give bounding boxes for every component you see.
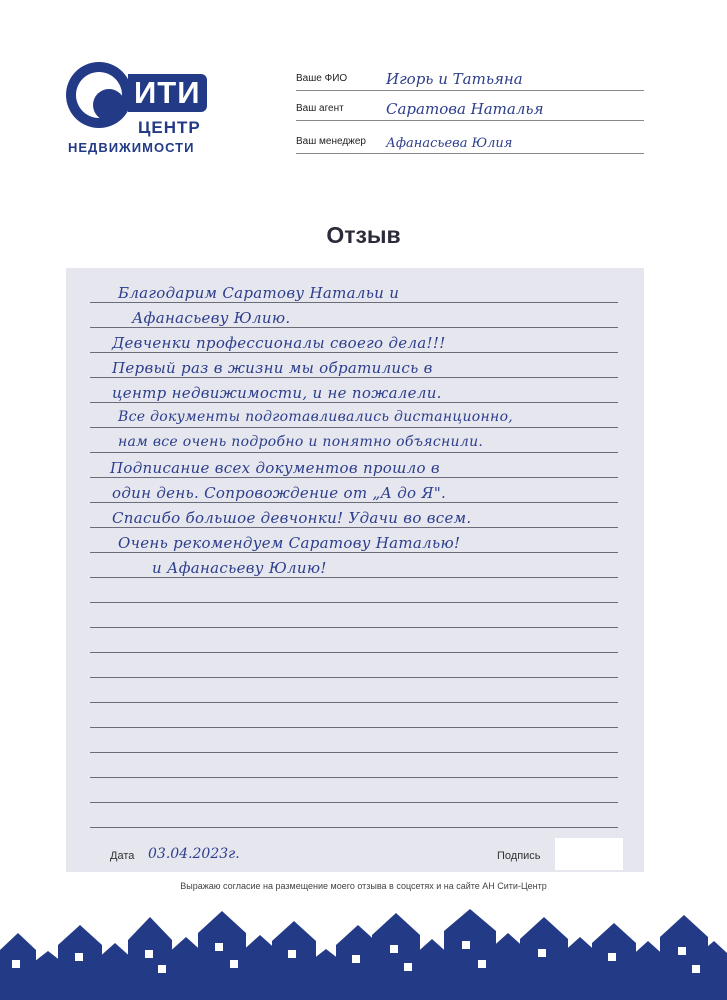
ruled-line — [90, 327, 618, 328]
manager-field — [296, 127, 644, 154]
ruled-line — [90, 552, 618, 553]
date-label: Дата — [110, 850, 135, 862]
logo-realty-word: НЕДВИЖИМОСТИ — [68, 140, 195, 155]
date-value: 03.04.2023г. — [148, 846, 240, 862]
ruled-line — [90, 827, 618, 828]
ruled-line — [90, 752, 618, 753]
ruled-line — [90, 352, 618, 353]
ruled-line — [90, 302, 618, 303]
review-line: Подписание всех документов прошло в — [110, 459, 440, 477]
fio-field — [296, 64, 644, 91]
review-line: Очень рекомендуем Саратову Наталью! — [118, 534, 461, 552]
review-line: и Афанасьеву Юлию! — [152, 559, 327, 577]
ruled-line — [90, 452, 618, 453]
ruled-line — [90, 652, 618, 653]
ruled-line — [90, 627, 618, 628]
review-line: Все документы подготавливались дистанционно, — [118, 409, 514, 425]
ruled-line — [90, 577, 618, 578]
review-line: Спасибо большое девчонки! Удачи во всем. — [112, 509, 472, 527]
fio-label: Ваше ФИО — [296, 73, 348, 84]
ruled-line — [90, 727, 618, 728]
review-line: нам все очень подробно и понятно объяснили. — [118, 434, 484, 450]
ruled-line — [90, 702, 618, 703]
manager-label: Ваш менеджер — [296, 136, 366, 147]
agent-field — [296, 94, 644, 121]
ruled-line — [90, 527, 618, 528]
signature-redacted-box — [555, 838, 623, 870]
ruled-line — [90, 377, 618, 378]
ruled-line — [90, 477, 618, 478]
page-title: Отзыв — [326, 222, 401, 248]
review-line: один день. Сопровождение от „А до Я". — [112, 484, 447, 502]
review-line: Благодарим Саратову Натальи и — [118, 284, 400, 302]
ruled-line — [90, 602, 618, 603]
review-line: Девченки профессионалы своего дела!!! — [112, 334, 446, 352]
review-line: центр недвижимости, и не пожалели. — [112, 384, 442, 402]
city-skyline-decoration — [0, 905, 727, 1000]
ruled-line — [90, 677, 618, 678]
agent-label: Ваш агент — [296, 103, 344, 114]
ruled-line — [90, 802, 618, 803]
signature-label: Подпись — [497, 850, 541, 862]
logo-center-word: ЦЕНТР — [138, 118, 201, 137]
agent-value: Саратова Наталья — [386, 100, 544, 118]
ruled-line — [90, 777, 618, 778]
ruled-line — [90, 502, 618, 503]
company-logo — [66, 62, 216, 162]
ruled-line — [90, 427, 618, 428]
fio-value: Игорь и Татьяна — [386, 70, 523, 88]
logo-brand-word: ИТИ — [128, 74, 207, 112]
skyline-houses — [0, 909, 727, 1000]
manager-value: Афанасьева Юлия — [386, 136, 513, 151]
review-line: Первый раз в жизни мы обратились в — [112, 359, 433, 377]
consent-text: Выражаю согласие на размещение моего отзыва в соцсетях и на сайте АН Сити-Центр — [180, 881, 547, 891]
ruled-line — [90, 402, 618, 403]
review-line: Афанасьеву Юлию. — [132, 309, 291, 327]
logo-ring-mark — [66, 62, 132, 128]
